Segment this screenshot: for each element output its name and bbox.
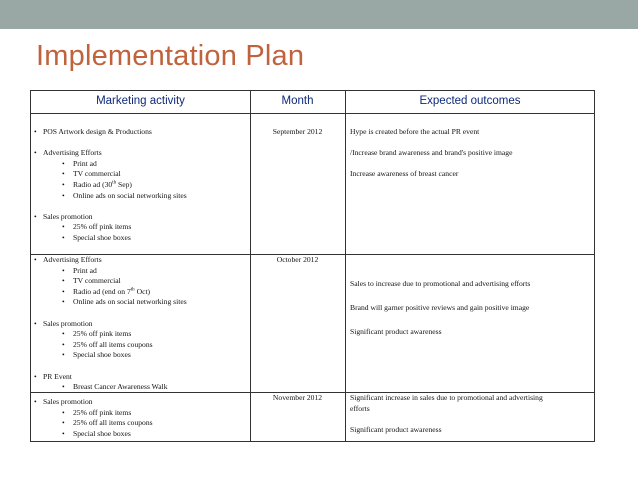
- list-item: • Sales promotion: [33, 319, 187, 330]
- outcome-text: Sales to increase due to promotional and advertising efforts: [350, 279, 531, 288]
- list-item: • Radio ad (30th Sep): [33, 180, 187, 191]
- row1-month: September 2012: [272, 127, 323, 136]
- outcome-text: /Increase brand awareness and brand's positive image: [350, 148, 513, 158]
- header-month: Month: [281, 95, 314, 107]
- list-item: • Advertising Efforts: [33, 148, 187, 159]
- list-item: • TV commercial: [33, 276, 187, 287]
- column-divider: [345, 91, 346, 441]
- header-marketing-activity: Marketing activity: [96, 95, 185, 107]
- outcome-text: Brand will garner positive reviews and gain positive image: [350, 303, 530, 312]
- list-item: • Breast Cancer Awareness Walk: [33, 382, 187, 393]
- row3-activities: [33, 397, 153, 439]
- list-item: • PR Event: [33, 372, 187, 383]
- outcome-text: Significant product awareness: [350, 424, 442, 434]
- list-item: • 25% off pink items: [33, 222, 187, 233]
- list-item: • Online ads on social networking sites: [33, 297, 187, 308]
- table-header-row: [31, 91, 594, 114]
- page-title: Implementation Plan: [36, 40, 305, 72]
- row2-outcomes: [350, 278, 530, 338]
- implementation-table: [30, 90, 595, 442]
- list-item: • Sales promotion: [33, 397, 153, 408]
- list-item: • Advertising Efforts: [33, 255, 187, 266]
- list-item: • Print ad: [33, 159, 187, 170]
- list-item: • 25% off all items coupons: [33, 418, 153, 429]
- list-item: • Special shoe boxes: [33, 233, 187, 244]
- list-item: • Online ads on social networking sites: [33, 191, 187, 202]
- outcome-text: efforts: [350, 403, 370, 413]
- outcome-text: Increase awareness of breast cancer: [350, 169, 459, 179]
- top-banner: [0, 0, 638, 29]
- list-item: • TV commercial: [33, 169, 187, 180]
- row1-outcomes: [350, 127, 512, 180]
- list-item: • 25% off pink items: [33, 329, 187, 340]
- row3-outcomes: [350, 393, 543, 435]
- list-item: • 25% off pink items: [33, 408, 153, 419]
- outcome-text: Significant product awareness: [350, 327, 442, 336]
- list-item: • Special shoe boxes: [33, 429, 153, 440]
- outcome-text: Hype is created before the actual PR event: [350, 127, 480, 136]
- row1-activities: [33, 127, 187, 244]
- list-item: • Radio ad (end on 7th Oct): [33, 287, 187, 298]
- list-item: • Special shoe boxes: [33, 350, 187, 361]
- row2-month: October 2012: [276, 255, 319, 264]
- list-item: • POS Artwork design & Productions: [33, 127, 187, 138]
- list-item: • Print ad: [33, 266, 187, 277]
- list-item: • Sales promotion: [33, 212, 187, 223]
- column-divider: [250, 91, 251, 441]
- row2-activities: [33, 255, 187, 393]
- list-item: • 25% off all items coupons: [33, 340, 187, 351]
- header-expected-outcomes: Expected outcomes: [419, 95, 521, 107]
- row3-month: November 2012: [272, 393, 323, 402]
- outcome-text: Significant increase in sales due to promotional and advertising: [350, 393, 543, 402]
